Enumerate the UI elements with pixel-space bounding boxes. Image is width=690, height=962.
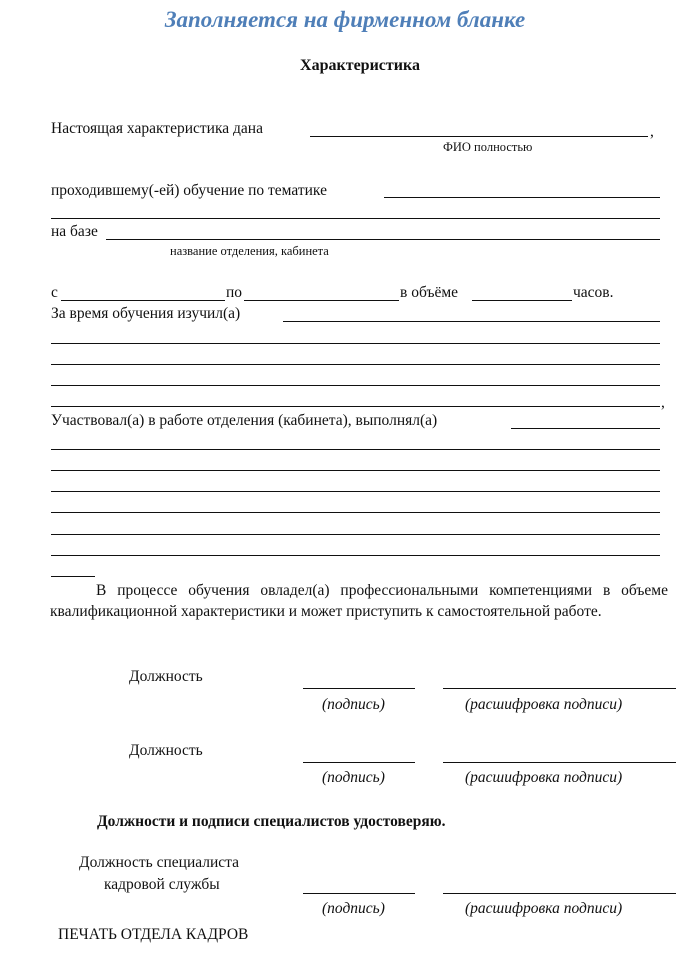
comma: , <box>650 123 654 140</box>
date-to-field[interactable] <box>244 300 399 301</box>
studied-field-4[interactable] <box>51 385 660 386</box>
studied-field-5[interactable] <box>51 406 660 407</box>
studied-field[interactable] <box>283 321 660 322</box>
participated-field-6[interactable] <box>51 534 660 535</box>
signature-hint: (подпись) <box>322 696 385 713</box>
participated-field-8[interactable] <box>51 576 95 577</box>
issued-to-label: Настоящая характеристика дана <box>51 120 263 137</box>
hr-signature-hint: (подпись) <box>322 900 385 917</box>
hr-signature-decode-hint: (расшифровка подписи) <box>465 900 623 917</box>
comma: , <box>661 394 665 411</box>
letterhead-note: Заполняется на фирменном бланке <box>164 7 526 32</box>
conclusion-paragraph: В процессе обучения овладел(а) профессиональными компетенциями в объеме квалификационной характеристики и может приступить к самостоятельной работе. <box>50 582 668 620</box>
participated-field-3[interactable] <box>51 470 660 471</box>
signature-decode-hint: (расшифровка подписи) <box>465 769 623 786</box>
hr-signature-decode-field[interactable] <box>443 893 676 894</box>
document-title: Характеристика <box>300 57 420 74</box>
studied-field-2[interactable] <box>51 343 660 344</box>
hours-field[interactable] <box>472 300 572 301</box>
volume-label: в объёме <box>400 284 459 301</box>
hr-position-label: Должность специалиста <box>79 854 240 871</box>
certification-statement: Должности и подписи специалистов удостоверяю. <box>97 813 446 830</box>
hours-label: часов. <box>573 284 614 301</box>
hr-stamp-label: ПЕЧАТЬ ОТДЕЛА КАДРОВ <box>58 926 249 943</box>
hr-position-label-2: кадровой службы <box>104 876 220 893</box>
participated-field-7[interactable] <box>51 555 660 556</box>
position-label: Должность <box>129 742 203 759</box>
signature-decode-field[interactable] <box>443 688 676 689</box>
position-label: Должность <box>129 668 203 685</box>
signature-decode-hint: (расшифровка подписи) <box>465 696 623 713</box>
participated-field-4[interactable] <box>51 491 660 492</box>
full-name-hint: ФИО полностью <box>443 140 533 154</box>
hr-signature-field[interactable] <box>303 893 415 894</box>
full-name-field[interactable] <box>310 136 648 137</box>
participated-field-2[interactable] <box>51 449 660 450</box>
date-to-label: по <box>226 284 243 301</box>
participated-field-5[interactable] <box>51 512 660 513</box>
base-label: на базе <box>51 223 98 240</box>
participated-field[interactable] <box>511 428 660 429</box>
participated-label: Участвовал(а) в работе отделения (кабинета), выполнял(а) <box>51 412 438 429</box>
training-topic-label: проходившему(-ей) обучение по тематике <box>51 182 327 199</box>
studied-label: За время обучения изучил(а) <box>51 305 241 322</box>
studied-field-3[interactable] <box>51 364 660 365</box>
signature-field[interactable] <box>303 688 415 689</box>
base-hint: название отделения, кабинета <box>170 244 329 258</box>
training-topic-field-2[interactable] <box>51 218 660 219</box>
base-field[interactable] <box>106 239 660 240</box>
training-topic-field[interactable] <box>384 197 660 198</box>
signature-decode-field[interactable] <box>443 762 676 763</box>
signature-field[interactable] <box>303 762 415 763</box>
signature-hint: (подпись) <box>322 769 385 786</box>
date-from-label: с <box>51 284 58 301</box>
date-from-field[interactable] <box>61 300 225 301</box>
